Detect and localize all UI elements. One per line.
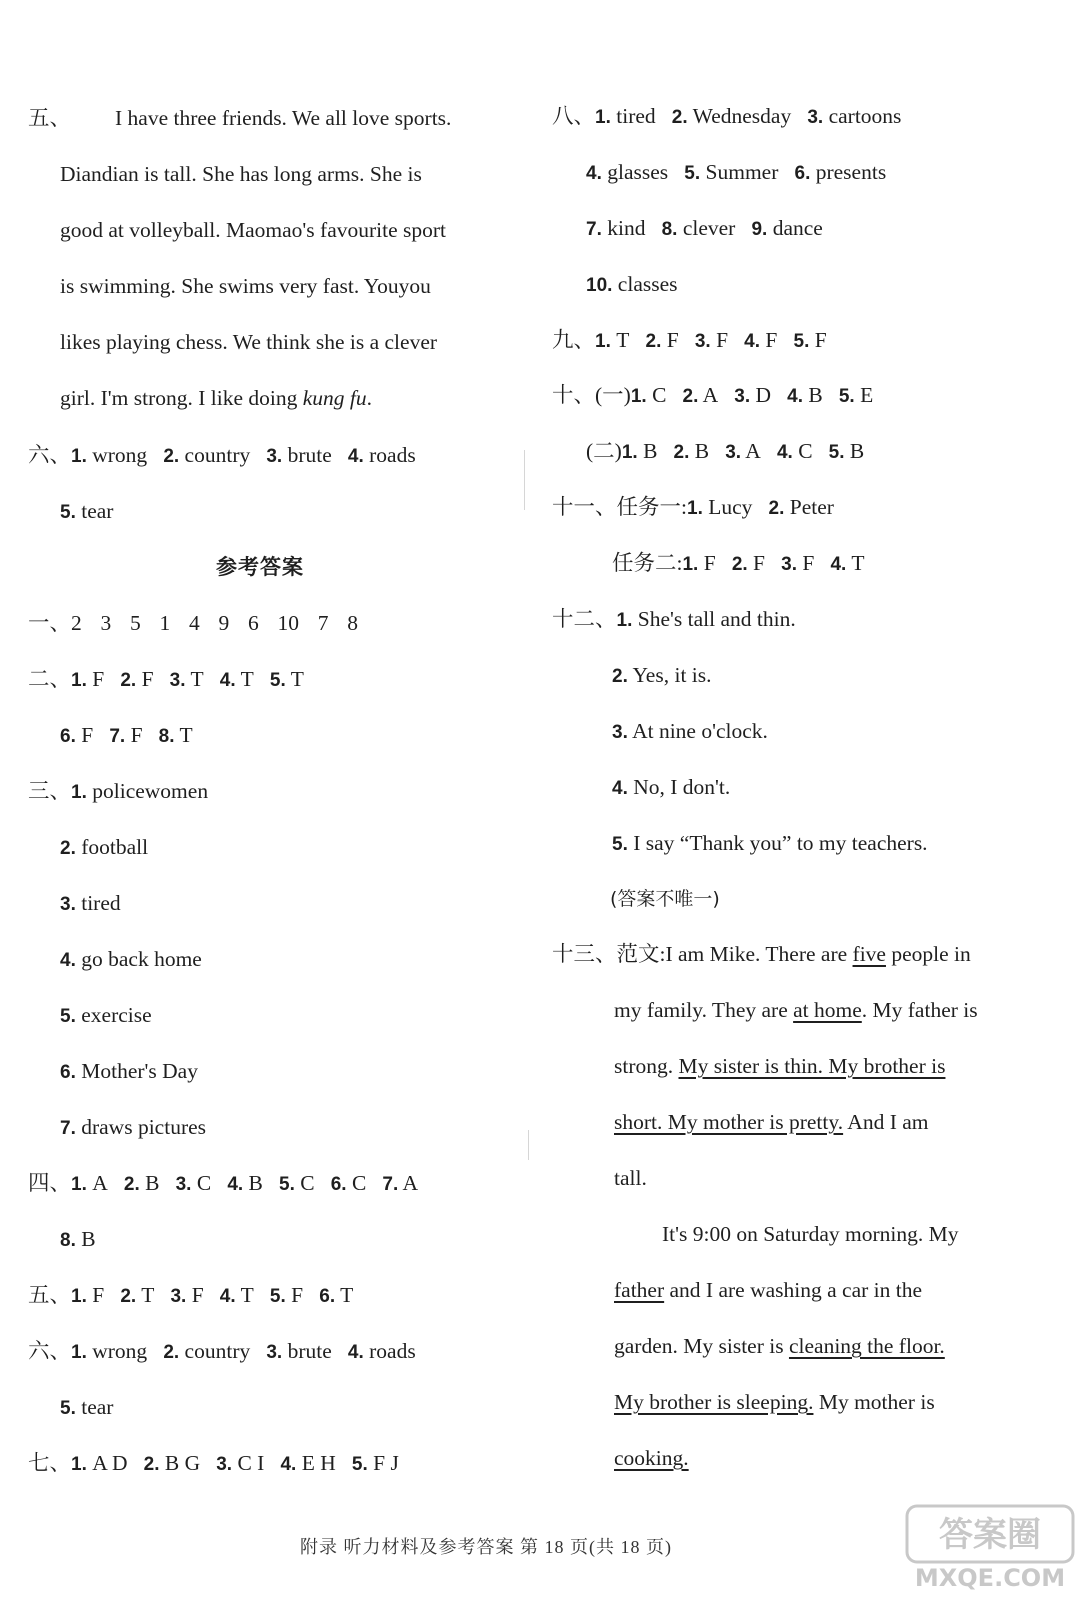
answer-section-10-part-1 xyxy=(552,380,873,412)
answer: She's tall and thin. xyxy=(637,607,796,631)
answer: A xyxy=(402,1171,419,1195)
section-label: 八、 xyxy=(552,104,596,128)
item-number: 3. xyxy=(216,1454,233,1475)
watermark-logo xyxy=(905,1502,1075,1592)
answer: F xyxy=(291,1283,304,1307)
item-number: 4. xyxy=(586,163,602,184)
item-number: 3. xyxy=(266,446,283,467)
answer-line xyxy=(586,213,823,245)
section-label: 二、 xyxy=(28,667,72,691)
item-number: 2. xyxy=(163,1342,180,1363)
section-label: 三、 xyxy=(28,779,72,803)
item-number: 5. xyxy=(269,670,286,691)
answer-line xyxy=(612,716,768,748)
answer-section-3 xyxy=(28,776,208,808)
answer: E H xyxy=(301,1451,336,1475)
answer-line xyxy=(60,1112,206,1144)
item-number: 2. xyxy=(163,446,180,467)
item-number: 2. xyxy=(645,331,662,352)
item-number: 5. xyxy=(684,163,701,184)
item-number: 3. xyxy=(175,1174,192,1195)
item-number: 4. xyxy=(612,778,628,799)
item-number: 2. xyxy=(682,386,699,407)
item-number: 3. xyxy=(266,1342,283,1363)
answer-line xyxy=(60,1056,198,1088)
answer: clever xyxy=(682,216,736,240)
watermark-title: 答案圈 xyxy=(939,1515,1041,1555)
item-number: 4. xyxy=(787,386,804,407)
passage-line: Diandian is tall. She has long arms. She is xyxy=(60,162,422,186)
answer-section-7 xyxy=(28,1448,399,1480)
page-footer: 附录 听力材料及参考答案 第 18 页(共 18 页) xyxy=(300,1537,672,1557)
answer-line xyxy=(586,269,678,301)
item-number: 4. xyxy=(347,446,364,467)
answer: Peter xyxy=(789,495,834,519)
item-number: 3. xyxy=(734,386,751,407)
passage-line: good at volleyball. Maomao's favourite sport xyxy=(60,218,447,242)
essay-line xyxy=(614,1107,929,1137)
item-number: 4. xyxy=(744,331,761,352)
answer: B G xyxy=(164,1451,201,1475)
answer: E xyxy=(860,383,874,407)
section-label: 五、 xyxy=(28,1283,72,1307)
scan-mark xyxy=(524,450,525,510)
section-label: 六、 xyxy=(28,1339,72,1363)
item-number: 3. xyxy=(807,107,824,128)
item-number: 2. xyxy=(731,554,748,575)
item-number: 1. xyxy=(71,1174,87,1195)
item-number: 4. xyxy=(347,1342,364,1363)
item-number: 6. xyxy=(330,1174,347,1195)
watermark-badge-icon xyxy=(905,1502,1075,1592)
answer: A xyxy=(702,383,719,407)
essay-text: my family. They are xyxy=(614,998,794,1022)
item-number: 1. xyxy=(621,442,638,463)
answer: brute xyxy=(287,443,332,467)
item-number: 1. xyxy=(71,670,87,691)
answer: F xyxy=(92,667,105,691)
answer-line xyxy=(60,832,148,864)
item-number: 2. xyxy=(123,1174,140,1195)
answer: country xyxy=(184,443,251,467)
passage-line xyxy=(60,383,372,413)
essay-underlined: five xyxy=(852,942,886,966)
answer-key-heading: 参考答案 xyxy=(216,555,304,579)
answer: D xyxy=(755,383,772,407)
answer: T xyxy=(851,551,865,575)
item-number: 4. xyxy=(60,950,76,971)
answer: B xyxy=(643,439,658,463)
answer: C I xyxy=(237,1451,265,1475)
essay-underlined: My brother is sleeping. xyxy=(614,1390,814,1414)
item-number: 3. xyxy=(60,894,76,915)
answer: F xyxy=(765,328,778,352)
item-number: 1. xyxy=(616,610,633,631)
item-number: 3. xyxy=(781,554,797,575)
watermark-url: MXQE.COM xyxy=(914,1564,1066,1592)
answer-line xyxy=(612,660,712,692)
item-number: 5. xyxy=(269,1286,286,1307)
answer: B xyxy=(248,1171,263,1195)
essay-line xyxy=(614,1331,945,1361)
essay-underlined: short. My mother is pretty. xyxy=(614,1110,844,1134)
answer: A xyxy=(92,1171,108,1195)
item-number: 5. xyxy=(351,1454,368,1475)
essay-underlined: My sister is thin. My brother is xyxy=(678,1054,946,1078)
answer: T xyxy=(141,1283,155,1307)
answer: cartoons xyxy=(828,104,902,128)
answer: C xyxy=(652,383,667,407)
passage-text: girl. I'm strong. I like doing xyxy=(60,386,303,410)
answer: No, I don't. xyxy=(633,775,731,799)
item-number: 1. xyxy=(682,554,699,575)
answer-note: (答案不唯一) xyxy=(610,888,720,910)
item-number: 1. xyxy=(71,1454,87,1475)
section-5-reading xyxy=(28,103,451,133)
answer-line xyxy=(60,888,121,920)
section-label: 九、 xyxy=(552,328,596,352)
item-number: 1. xyxy=(71,1342,87,1363)
item-number: 1. xyxy=(595,107,611,128)
answer: C xyxy=(798,439,813,463)
item-number: 7. xyxy=(60,1118,76,1139)
answer-section-1 xyxy=(28,608,358,638)
answer: B xyxy=(81,1227,96,1251)
answer: B xyxy=(145,1171,160,1195)
item-number: 2. xyxy=(120,670,137,691)
answer-line xyxy=(60,1392,113,1424)
answer: Yes, it is. xyxy=(632,663,712,687)
answer: A xyxy=(745,439,761,463)
item-number: 5. xyxy=(838,386,855,407)
section-label: 十三、范文: xyxy=(552,942,666,966)
answer: F xyxy=(753,551,766,575)
item-number: 3. xyxy=(612,722,628,743)
item-number: 2. xyxy=(143,1454,160,1475)
answer: policewomen xyxy=(92,779,209,803)
item-number: 5. xyxy=(793,331,810,352)
answer: roads xyxy=(369,1339,416,1363)
item-number: 5. xyxy=(60,1006,76,1027)
essay-text: . My father is xyxy=(861,998,978,1022)
essay-underlined: at home xyxy=(793,998,862,1022)
section-label: 一、 xyxy=(28,611,72,635)
answer: presents xyxy=(815,160,887,184)
item-number: 2. xyxy=(120,1286,137,1307)
answer-line xyxy=(612,772,730,804)
section-label: 五、 xyxy=(28,106,72,130)
section-label: 六、 xyxy=(28,443,72,467)
answer: T xyxy=(290,667,304,691)
answer-section-4 xyxy=(28,1168,418,1200)
essay-underlined: cooking. xyxy=(614,1446,689,1470)
answer: wrong xyxy=(92,443,148,467)
item-number: 1. xyxy=(630,386,647,407)
essay-underlined: father xyxy=(614,1278,665,1302)
answer: B xyxy=(849,439,865,463)
answer-section-2 xyxy=(28,664,304,696)
answer: F xyxy=(703,551,716,575)
answer: tear xyxy=(81,1395,114,1419)
answer: Mother's Day xyxy=(81,1059,198,1083)
essay-line xyxy=(614,995,978,1025)
answer-line xyxy=(60,1224,96,1256)
passage-line: likes playing chess. We think she is a clever xyxy=(60,330,438,354)
answer-section-11-task-2 xyxy=(612,548,864,580)
answer-section-10-part-2 xyxy=(586,436,864,468)
answer: Wednesday xyxy=(692,104,792,128)
item-number: 1. xyxy=(687,498,703,519)
answer: C xyxy=(300,1171,315,1195)
essay-text: And I am xyxy=(843,1110,929,1134)
part-label: (一) xyxy=(595,383,631,407)
item-number: 8. xyxy=(661,219,678,240)
answer: glasses xyxy=(607,160,669,184)
essay-text: people in xyxy=(885,942,971,966)
essay-underlined: cleaning the floor. xyxy=(788,1334,945,1358)
answer: F xyxy=(802,551,815,575)
item-number: 2. xyxy=(612,666,628,687)
answer: T xyxy=(190,667,204,691)
item-number: 2. xyxy=(673,442,690,463)
answer: C xyxy=(196,1171,212,1195)
item-number: 5. xyxy=(60,502,76,523)
task-label: 任务二: xyxy=(612,551,683,575)
passage-line: I have three friends. We all love sports. xyxy=(115,106,452,130)
answer: At nine o'clock. xyxy=(632,719,768,743)
item-number: 8. xyxy=(60,1230,76,1251)
answer: F J xyxy=(373,1451,399,1475)
answer: tear xyxy=(81,499,114,523)
answer: kind xyxy=(607,216,646,240)
section-label: 七、 xyxy=(28,1451,72,1475)
item-number: 4. xyxy=(776,442,793,463)
item-number: 4. xyxy=(219,1286,236,1307)
essay-text: and I are washing a car in the xyxy=(664,1278,923,1302)
answer: F xyxy=(141,667,154,691)
passage-line: is swimming. She swims very fast. Youyou xyxy=(60,274,431,298)
answer: F xyxy=(666,328,679,352)
answer: F xyxy=(92,1283,105,1307)
order-sequence: 2 3 5 1 4 9 6 10 7 8 xyxy=(71,611,359,635)
answer: tired xyxy=(81,891,121,915)
essay-text: garden. My sister is xyxy=(614,1334,789,1358)
item-number: 2. xyxy=(671,107,688,128)
answer: F xyxy=(130,723,143,747)
item-number: 1. xyxy=(71,1286,87,1307)
essay-line xyxy=(614,1275,922,1305)
scan-mark xyxy=(528,1130,529,1160)
item-number: 4. xyxy=(227,1174,244,1195)
answer-line xyxy=(60,720,193,752)
answer: F xyxy=(81,723,94,747)
item-number: 5. xyxy=(612,834,628,855)
item-number: 3. xyxy=(725,442,742,463)
answer: T xyxy=(340,1283,354,1307)
item-number: 4. xyxy=(830,554,847,575)
passage-italic: kung fu xyxy=(302,386,367,410)
answer-line xyxy=(586,157,886,189)
answer: T xyxy=(179,723,193,747)
answer: A D xyxy=(92,1451,128,1475)
item-number: 3. xyxy=(169,670,186,691)
item-number: 1. xyxy=(595,331,611,352)
section-label: 四、 xyxy=(28,1171,72,1195)
item-number: 1. xyxy=(71,782,87,803)
item-number: 4. xyxy=(219,670,236,691)
section-label: 十二、 xyxy=(552,607,617,631)
section-6-words xyxy=(28,440,416,472)
item-number: 5. xyxy=(60,1398,76,1419)
answer: I say “Thank you” to my teachers. xyxy=(633,831,928,855)
item-number: 6. xyxy=(60,1062,76,1083)
answer: T xyxy=(240,1283,254,1307)
answer: wrong xyxy=(92,1339,148,1363)
essay-text: I am Mike. There are xyxy=(665,942,853,966)
answer: Summer xyxy=(705,160,779,184)
essay-text: My mother is xyxy=(813,1390,935,1414)
item-number: 1. xyxy=(71,446,87,467)
item-number: 5. xyxy=(828,442,845,463)
essay-line xyxy=(614,1443,689,1473)
answer-line xyxy=(60,496,113,528)
item-number: 5. xyxy=(279,1174,295,1195)
answer: B xyxy=(808,383,823,407)
answer: tired xyxy=(616,104,656,128)
answer-line xyxy=(60,1000,152,1032)
answer-line xyxy=(60,944,202,976)
answer-section-13 xyxy=(552,939,971,969)
essay-line: It's 9:00 on Saturday morning. My xyxy=(662,1222,959,1246)
item-number: 6. xyxy=(319,1286,336,1307)
answer: T xyxy=(616,328,630,352)
item-number: 4. xyxy=(280,1454,297,1475)
answer: dance xyxy=(772,216,823,240)
item-number: 7. xyxy=(382,1174,399,1195)
task-label: 任务一: xyxy=(616,495,687,519)
item-number: 8. xyxy=(158,726,175,747)
answer: go back home xyxy=(81,947,202,971)
answer: draws pictures xyxy=(81,1115,207,1139)
item-number: 6. xyxy=(794,163,811,184)
section-label: 十、 xyxy=(552,383,596,407)
item-number: 7. xyxy=(109,726,126,747)
item-number: 7. xyxy=(586,219,602,240)
item-number: 6. xyxy=(60,726,76,747)
answer: football xyxy=(81,835,149,859)
answer: T xyxy=(240,667,254,691)
answer-section-9 xyxy=(552,325,827,357)
answer: brute xyxy=(287,1339,332,1363)
answer-section-12 xyxy=(552,604,796,636)
essay-text: strong. xyxy=(614,1054,679,1078)
answer: country xyxy=(184,1339,251,1363)
answer: roads xyxy=(369,443,416,467)
item-number: 3. xyxy=(694,331,711,352)
essay-line: tall. xyxy=(614,1166,647,1190)
passage-text: . xyxy=(366,386,373,410)
answer-section-8 xyxy=(552,101,901,133)
answer: C xyxy=(351,1171,367,1195)
section-label: 十一、 xyxy=(552,495,617,519)
answer: F xyxy=(191,1283,204,1307)
essay-line xyxy=(614,1387,935,1417)
answer: B xyxy=(694,439,710,463)
answer: F xyxy=(814,328,827,352)
item-number: 2. xyxy=(768,498,785,519)
answer-line xyxy=(612,828,928,860)
item-number: 3. xyxy=(170,1286,187,1307)
answer: classes xyxy=(617,272,678,296)
essay-line xyxy=(614,1051,945,1081)
answer-section-11-task-1 xyxy=(552,492,834,524)
answer-section-6 xyxy=(28,1336,416,1368)
item-number: 10. xyxy=(586,275,613,296)
item-number: 2. xyxy=(60,838,76,859)
answer: exercise xyxy=(81,1003,152,1027)
answer: F xyxy=(716,328,729,352)
item-number: 9. xyxy=(751,219,768,240)
answer: Lucy xyxy=(708,495,753,519)
part-label: (二) xyxy=(586,439,622,463)
answer-section-5 xyxy=(28,1280,353,1312)
